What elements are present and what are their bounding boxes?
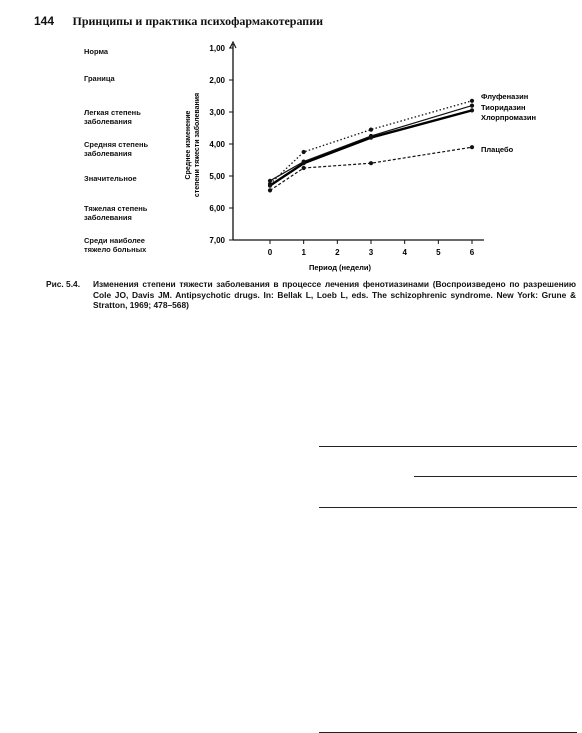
- series-line: [270, 106, 472, 181]
- x-tick-label: 3: [368, 248, 374, 257]
- data-point: [369, 161, 373, 165]
- x-tick-label: 1: [301, 248, 306, 257]
- severity-label-moderate: Средняя степень заболевания: [84, 140, 149, 158]
- data-point: [268, 188, 272, 192]
- x-tick-label: 2: [335, 248, 340, 257]
- x-tick-label: 4: [402, 248, 407, 257]
- series-label: Флуфеназин: [481, 92, 529, 101]
- y-tick-label: 3,00: [209, 108, 225, 117]
- data-point: [470, 104, 474, 108]
- divider-line: [319, 507, 577, 508]
- severity-label-borderline: Граница: [84, 74, 115, 83]
- data-point: [302, 161, 306, 165]
- data-point: [268, 184, 272, 188]
- severity-label-most-severe: Среди наиболее тяжело больных: [84, 236, 147, 254]
- divider-line: [414, 476, 577, 477]
- severity-label-mild: Легкая степень заболевания: [84, 108, 141, 126]
- figure-id: Рис. 5.4.: [46, 279, 81, 289]
- severity-label-normal: Норма: [84, 47, 109, 56]
- data-point: [268, 179, 272, 183]
- x-tick-label: 6: [469, 248, 475, 257]
- line-chart: [0, 0, 582, 280]
- data-point: [302, 150, 306, 154]
- data-point: [302, 166, 306, 170]
- divider-line: [319, 446, 577, 447]
- series-label: Хлорпромазин: [481, 113, 537, 122]
- y-axis-title-line: Среднее изменение: [185, 110, 192, 180]
- y-tick-label: 7,00: [209, 236, 225, 245]
- running-title: Принципы и практика психофармакотерапии: [72, 14, 324, 28]
- data-point: [470, 99, 474, 103]
- data-point: [369, 128, 373, 132]
- caption-text: Изменения степени тяжести заболевания в процессе лечения фенотиазинами (Воспроизведено по разрешению Cole JO, Davis JM. Antipsychotic drugs. In: Bellak L, Loeb L, eds. The schizophrenic syndrome. New York: Grune & Stratton, 1969; 478–568): [93, 279, 576, 310]
- x-tick-label: 0: [267, 248, 273, 257]
- series-line: [270, 147, 472, 190]
- y-tick-label: 4,00: [209, 140, 225, 149]
- data-point: [470, 108, 474, 112]
- page-number: 144: [34, 14, 55, 28]
- severity-label-marked: Значительное: [84, 174, 137, 183]
- x-tick-label: 5: [436, 248, 441, 257]
- severity-label-severe: Тяжелая степень заболевания: [84, 204, 148, 222]
- data-point: [470, 145, 474, 149]
- series-label: Плацебо: [481, 145, 514, 154]
- y-tick-label: 5,00: [209, 172, 225, 181]
- y-axis-title-line: степени тяжести заболевания: [194, 92, 201, 198]
- series-line: [270, 101, 472, 184]
- x-axis-title: Период (недели): [308, 263, 372, 272]
- y-tick-label: 1,00: [209, 44, 225, 53]
- y-tick-label: 2,00: [209, 76, 225, 85]
- y-tick-label: 6,00: [209, 204, 225, 213]
- series-line: [270, 110, 472, 185]
- series-label: Тиоридазин: [481, 103, 526, 112]
- data-point: [369, 136, 373, 140]
